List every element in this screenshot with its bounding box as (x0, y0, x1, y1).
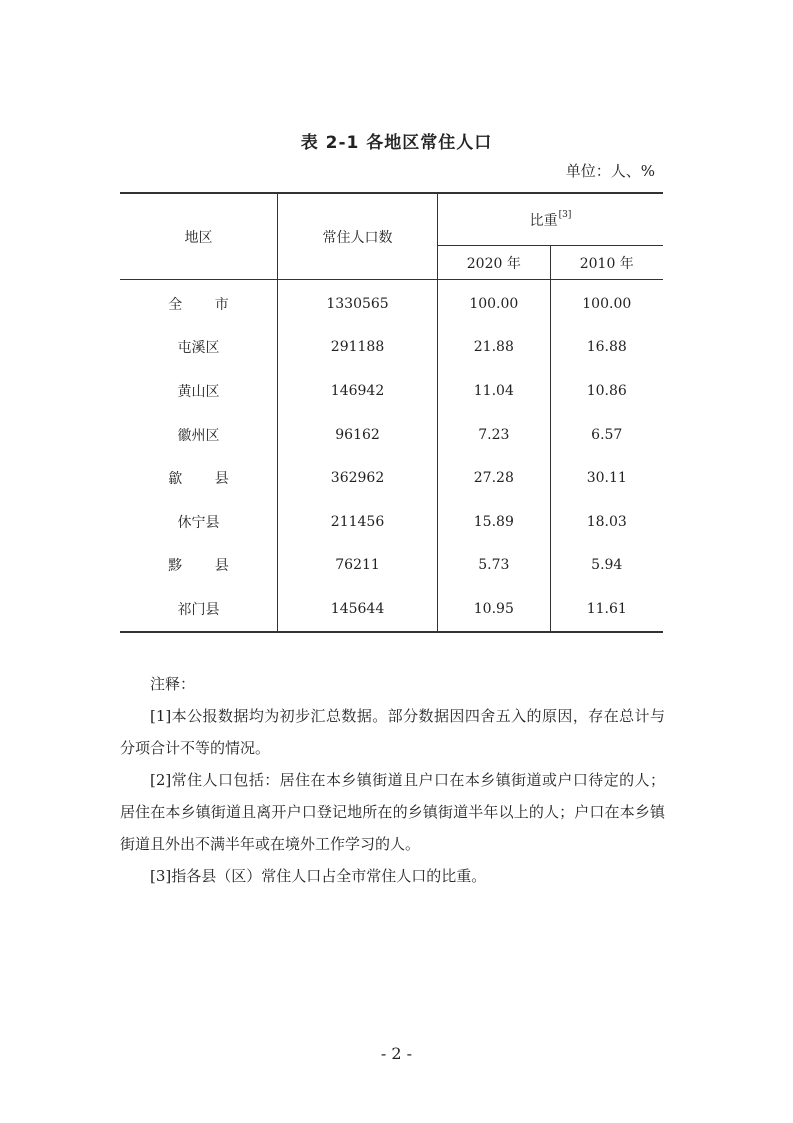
cell-share-2010: 16.88 (586, 339, 627, 356)
note-item: [3]指各县（区）常住人口占全市常住人口的比重。 (150, 867, 487, 885)
cell-share-2020: 10.95 (438, 587, 550, 632)
table-row (120, 587, 663, 632)
note-item: [2]常住人口包括：居住在本乡镇街道且户口在本乡镇街道或户口待定的人；居住在本乡镇街道且离开户口登记地所在的乡镇街道半年以上的人；户口在本乡镇街道且外出不满半年或在境外工作学习的人。 (120, 771, 665, 853)
header-2010: 2010 年 (550, 246, 663, 280)
cell-share-2020: 15.89 (438, 500, 550, 544)
cell-share-2010: 5.94 (591, 557, 623, 574)
unit-label: 单位：人、% (565, 162, 655, 180)
cell-region: 歙 县 (120, 456, 277, 500)
page-number: - 2 - (380, 1044, 413, 1063)
cell-population: 1330565 (277, 280, 437, 326)
cell-share-2010: 10.86 (586, 382, 627, 399)
header-share (438, 193, 663, 246)
cell-region: 黄山区 (120, 369, 277, 413)
cell-region: 全 市 (120, 280, 277, 326)
header-population: 常住人口数 (277, 193, 437, 280)
cell-share-2020: 5.73 (438, 544, 550, 588)
cell-population: 291188 (277, 326, 437, 370)
cell-population: 96162 (277, 413, 437, 457)
cell-population: 362962 (277, 456, 437, 500)
table-row (120, 500, 663, 544)
cell-share-2010: 100.00 (582, 295, 632, 312)
cell-region: 屯溪区 (120, 326, 277, 370)
cell-share-2020: 21.88 (438, 326, 550, 370)
header-share-ref: [3] (558, 209, 572, 220)
notes-section (120, 668, 665, 892)
note-item: [1]本公报数据均为初步汇总数据。部分数据因四舍五入的原因，存在总计与分项合计不等的情况。 (120, 707, 665, 757)
cell-region: 徽州区 (120, 413, 277, 457)
cell-share-2020: 27.28 (438, 456, 550, 500)
cell-share-2020: 7.23 (438, 413, 550, 457)
cell-population: 145644 (277, 587, 437, 632)
notes-heading: 注释： (150, 675, 196, 693)
header-2020: 2020 年 (438, 246, 550, 280)
cell-share-2020: 11.04 (438, 369, 550, 413)
header-region: 地区 (120, 193, 277, 280)
cell-share-2010: 11.61 (550, 587, 663, 632)
cell-share-2010: 6.57 (591, 426, 623, 443)
cell-region: 祁门县 (120, 587, 277, 632)
table-row (120, 369, 663, 413)
table-row (120, 280, 663, 326)
table-row (120, 544, 663, 588)
cell-population: 76211 (277, 544, 437, 588)
header-share-label: 比重 (529, 212, 558, 229)
population-table (120, 192, 663, 633)
table-row (120, 413, 663, 457)
table-title: 表 2-1 各地区常住人口 (300, 133, 493, 153)
table-row (120, 456, 663, 500)
cell-share-2010: 30.11 (586, 470, 627, 487)
table-row (120, 326, 663, 370)
cell-population: 146942 (277, 369, 437, 413)
cell-region: 黟 县 (120, 544, 277, 588)
cell-share-2010: 18.03 (586, 513, 627, 530)
cell-region: 休宁县 (120, 500, 277, 544)
cell-share-2020: 100.00 (438, 280, 550, 326)
cell-population: 211456 (277, 500, 437, 544)
